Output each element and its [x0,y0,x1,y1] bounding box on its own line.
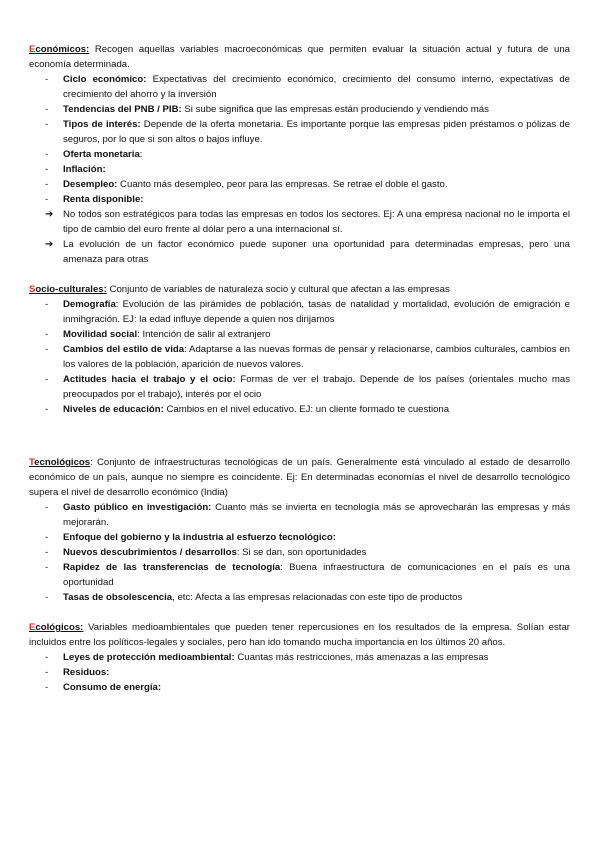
list-item: - Ciclo económico: Expectativas del crecimiento económico, crecimiento del consumo interno, expectativas de crecimiento del ahorro y la inversión [45,74,570,100]
section-heading: Ecológicos: [29,622,84,633]
section-economicos [29,42,570,267]
factor-list [29,297,570,417]
factor-list [29,650,570,695]
list-item: - Renta disponible: [45,194,144,205]
list-item: - Consumo de energía: [45,682,162,693]
list-item: - Residuos: [45,667,110,678]
list-item: - Leyes de protección medioambiental: Cuantas más restricciones, más amenazas a las empresas [45,652,489,663]
list-item: - Niveles de educación: Cambios en el nivel educativo. EJ: un cliente formado te cuestiona [45,404,450,415]
document-page [29,42,570,695]
section-heading: Tecnológicos [29,457,91,468]
arrow-icon: ➔ [45,209,54,220]
list-item: - Tasas de obsolescencia, etc: Afecta a las empresas relacionadas con este tipo de productos [45,592,463,603]
factor-list [29,500,570,605]
list-item: - Enfoque del gobierno y la industria al esfuerzo tecnológico: [45,532,336,543]
section-intro: Ecológicos: Variables medioambientales que pueden tener repercusiones en los resultados de la empresa. Solían estar incluidos entre los políticos-legales y sociales, pero han ido tomando mucha importancia en los últimos 20 años. [29,622,570,648]
list-item: - Desempleo: Cuanto más desempleo, peor para las empresas. Se retrae el doble el gasto. [45,179,448,190]
note-item: ➔ No todos son estratégicos para todas las empresas en todos los sectores. Ej: A una empresa nacional no le importa el tipo de cambio del euro frente al dólar pero a una internacional sí. [45,209,570,235]
section-heading: Socio-culturales: [29,284,107,295]
list-item: - Movilidad social: Intención de salir al extranjero [45,329,271,340]
list-item: - Tipos de interés: Depende de la oferta monetaria. Es importante porque las empresas piden préstamos o pólizas de seguros, por lo que si son altos o bajos influye. [45,119,570,145]
list-item: - Actitudes hacia el trabajo y el ocio: Formas de ver el trabajo. Depende de los países (orientales mucho mas preocupados por el trabajo), interés por el ocio [45,374,570,400]
factor-list [29,72,570,207]
section-socio-culturales [29,282,570,417]
note-list [29,207,570,267]
list-item: - Gasto público en investigación: Cuanto más se invierta en tecnología más se aprovecharán las empresas y más mejorarán. [45,502,570,528]
section-intro: Socio-culturales: Conjunto de variables de naturaleza socio y cultural que afectan a las empresas [29,284,450,295]
section-ecologicos [29,620,570,695]
section-intro: Económicos: Recogen aquellas variables macroeconómicas que permiten evaluar la situación actual y futura de una economía determinada. [29,44,570,70]
section-heading: Económicos: [29,44,90,55]
list-item: - Nuevos descubrimientos / desarrollos: Si se dan, son oportunidades [45,547,367,558]
arrow-icon: ➔ [45,239,54,250]
section-intro: Tecnológicos: Conjunto de infraestructuras tecnológicas de un país. Generalmente está vinculado al estado de desarrollo económico de un país, aunque no siempre es coincidente. Ej: En determinadas economías el nivel de desarrollo tecnológico supera el nivel de desarrollo económico (India) [29,457,570,498]
list-item: - Tendencias del PNB / PIB: Si sube significa que las empresas están produciendo y vendiendo más [45,104,489,115]
list-item: - Oferta monetaria: [45,149,143,160]
note-item: ➔ La evolución de un factor económico puede suponer una oportunidad para determinadas empresas, pero una amenaza para otras [45,239,570,265]
list-item: - Rapidez de las transferencias de tecnología: Buena infraestructura de comunicaciones en el país es una oportunidad [45,562,570,588]
list-item: - Inflación: [45,164,106,175]
list-item: - Cambios del estilo de vida: Adaptarse a las nuevas formas de pensar y relacionarse, cambios culturales, cambios en los valores de la población, aparición de nuevos valores. [45,344,570,370]
list-item: - Demografía: Evolución de las pirámides de población, tasas de natalidad y mortalidad, evolución de emigración e inmihgración. EJ: la edad influye depende a quien nos dirijamos [45,299,570,325]
section-tecnologicos [29,455,570,605]
